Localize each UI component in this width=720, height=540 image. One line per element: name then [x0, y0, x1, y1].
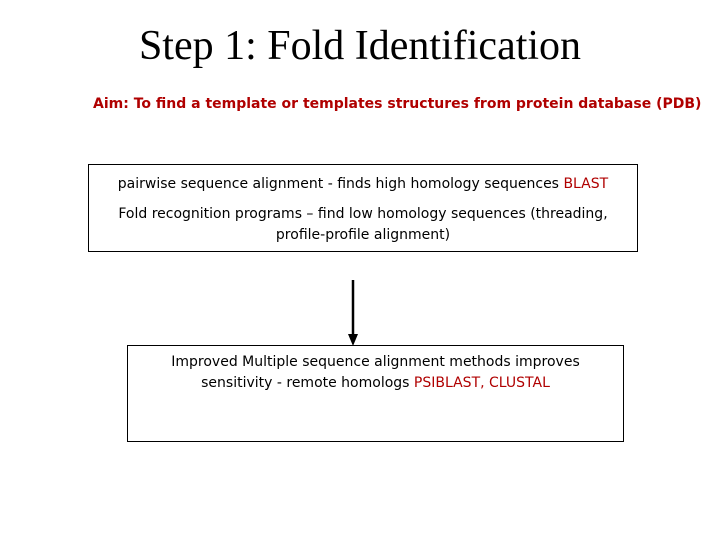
remote-homologs-text: sensitivity - remote homologs	[201, 375, 414, 391]
remote-homologs-line	[128, 373, 623, 394]
pairwise-alignment-text: pairwise sequence alignment - finds high homology sequences	[117, 176, 564, 192]
psiblast-clustal-label: PSIBLAST, CLUSTAL	[413, 375, 550, 391]
fold-recognition-line: Fold recognition programs – find low homology sequences (threading,	[118, 206, 608, 222]
page-title-text: Step 1: Fold Identification	[138, 23, 582, 69]
fold-recognition-line-cont: profile-profile alignment)	[275, 227, 451, 243]
multiple-alignment-line: Improved Multiple sequence alignment methods improves	[171, 354, 580, 370]
aim-statement: Aim: To find a template or templates structures from protein database (PDB)	[93, 96, 702, 112]
pairwise-alignment-line	[89, 174, 637, 195]
down-arrow-connector	[346, 280, 360, 346]
alignment-methods-box	[88, 164, 638, 252]
blast-label: BLAST	[563, 176, 609, 192]
page-title	[0, 18, 720, 74]
multiple-alignment-box	[127, 345, 624, 442]
